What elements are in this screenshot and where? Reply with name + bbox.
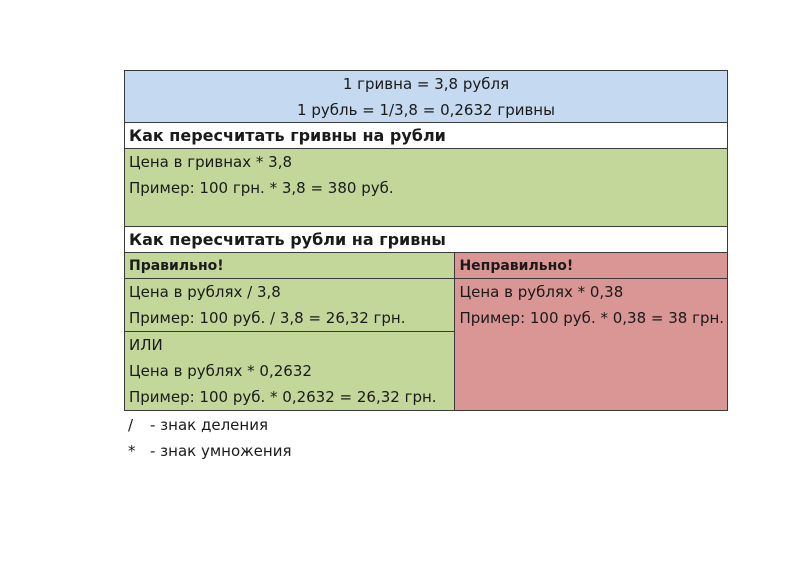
correct-method-1	[125, 279, 454, 332]
correct-formula-1: Цена в рублях / 3,8	[129, 283, 281, 301]
wrong-formula: Цена в рублях * 0,38	[459, 283, 624, 301]
correct-example-1: Пример: 100 руб. / 3,8 = 26,32 грн.	[129, 309, 406, 327]
correct-method-column	[125, 253, 455, 410]
exchange-rate-box	[124, 70, 728, 122]
rate-line-1: 1 гривна = 3,8 рубля	[342, 75, 510, 93]
or-label: ИЛИ	[129, 336, 163, 354]
wrong-method-column	[455, 253, 727, 410]
uah-to-rub-box	[124, 148, 728, 226]
uah-to-rub-formula: Цена в гривнах * 3,8	[129, 153, 293, 171]
division-text: - знак деления	[150, 416, 268, 434]
rub-to-uah-heading: Как пересчитать рубли на гривны	[124, 226, 728, 252]
symbol-legend	[128, 412, 291, 464]
correct-example-2: Пример: 100 руб. * 0,2632 = 26,32 грн.	[129, 388, 437, 406]
correct-method-2	[125, 332, 454, 410]
correct-formula-2: Цена в рублях * 0,2632	[129, 362, 312, 380]
correct-label: Правильно!	[125, 253, 454, 279]
wrong-example: Пример: 100 руб. * 0,38 = 38 грн.	[459, 309, 725, 327]
rate-line-2: 1 рубль = 1/3,8 = 0,2632 гривны	[297, 101, 555, 119]
legend-multiplication	[128, 438, 291, 464]
multiplication-text: - знак умножения	[150, 442, 292, 460]
legend-division	[128, 412, 291, 438]
wrong-method	[455, 279, 727, 331]
rub-to-uah-methods	[124, 252, 728, 411]
uah-to-rub-example: Пример: 100 грн. * 3,8 = 380 руб.	[129, 179, 394, 197]
division-symbol: /	[128, 416, 134, 434]
conversion-table	[124, 70, 728, 411]
uah-to-rub-heading: Как пересчитать гривны на рубли	[124, 122, 728, 148]
wrong-label: Неправильно!	[455, 253, 727, 279]
multiplication-symbol: *	[128, 442, 136, 460]
